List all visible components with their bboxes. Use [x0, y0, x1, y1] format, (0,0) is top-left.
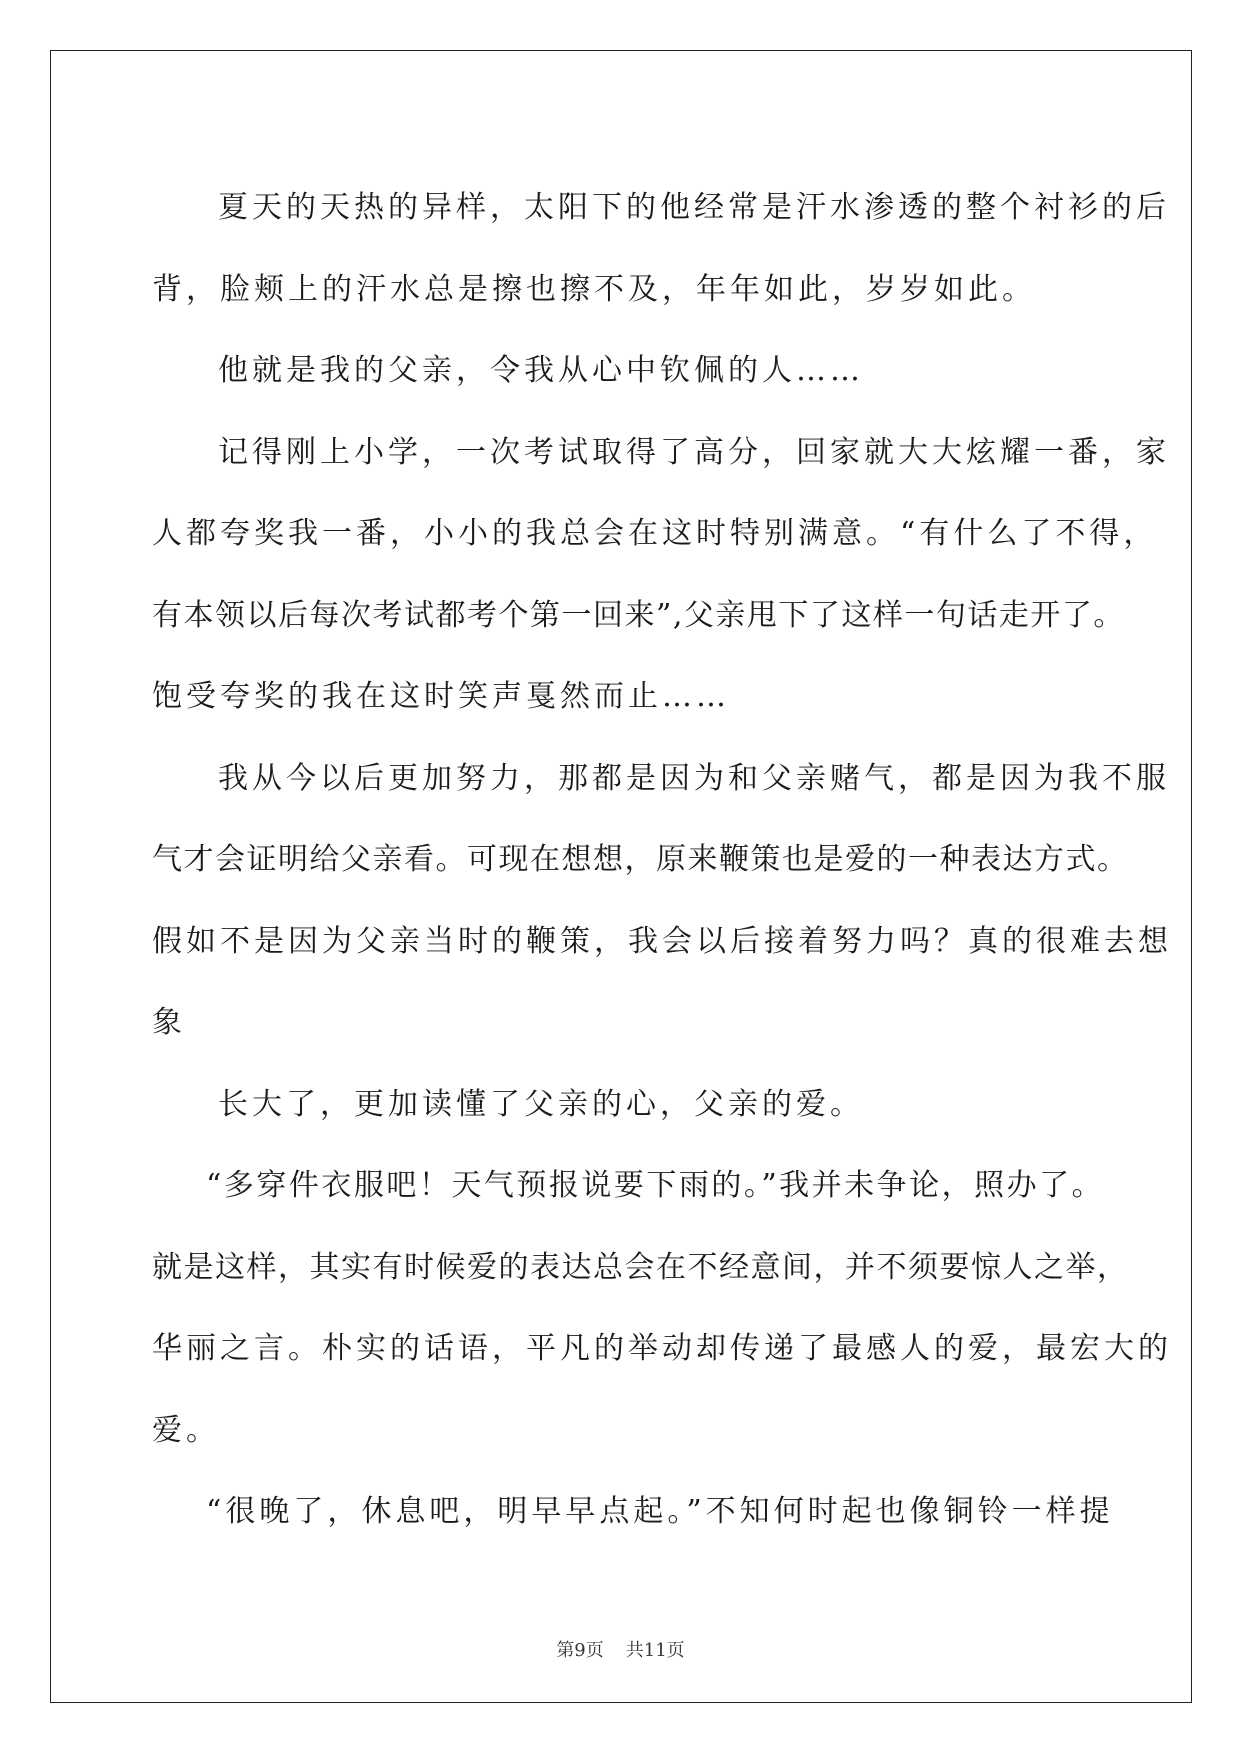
text-line: 假如不是因为父亲当时的鞭策，我会以后接着努力吗？真的很难去想 — [152, 923, 1172, 959]
page-number-current: 第9页 — [556, 1640, 604, 1661]
text-line: 爱。 — [152, 1412, 220, 1448]
page-number-total: 共11页 — [625, 1640, 685, 1661]
text-line: 象 — [152, 1005, 186, 1040]
text-line: 饱受夸奖的我在这时笑声戛然而止…… — [152, 679, 730, 714]
text-line: 夏天的天热的异样，太阳下的他经常是汗水渗透的整个衬衫的后 — [218, 190, 1170, 225]
text-line: 背，脸颊上的汗水总是擦也擦不及，年年如此，岁岁如此。 — [152, 271, 1036, 307]
text-line: 有本领以后每次考试都考个第一回来”,父亲甩下了这样一句话走开了。 — [152, 597, 1125, 633]
text-line: “多穿件衣服吧！天气预报说要下雨的。”我并未争论，照办了。 — [206, 1168, 1105, 1203]
page-footer — [0, 1636, 1241, 1662]
text-line: 他就是我的父亲，令我从心中钦佩的人…… — [218, 353, 864, 388]
text-line: 记得刚上小学，一次考试取得了高分，回家就大大炫耀一番，家 — [218, 434, 1170, 470]
text-line: 就是这样，其实有时候爱的表达总会在不经意间，并不须要惊人之举， — [152, 1249, 1129, 1285]
text-line: “很晚了，休息吧，明早早点起。”不知何时起也像铜铃一样提 — [206, 1494, 1114, 1529]
text-line: 我从今以后更加努力，那都是因为和父亲赌气，都是因为我不服 — [218, 760, 1170, 796]
text-line: 华丽之言。朴实的话语，平凡的举动却传递了最感人的爱，最宏大的 — [152, 1331, 1172, 1366]
text-line: 气才会证明给父亲看。可现在想想，原来鞭策也是爱的一种表达方式。 — [152, 842, 1129, 877]
text-line: 人都夸奖我一番，小小的我总会在这时特别满意。“有什么了不得， — [152, 516, 1158, 551]
document-body — [152, 167, 1172, 1553]
text-line: 长大了，更加读懂了父亲的心，父亲的爱。 — [218, 1086, 864, 1122]
